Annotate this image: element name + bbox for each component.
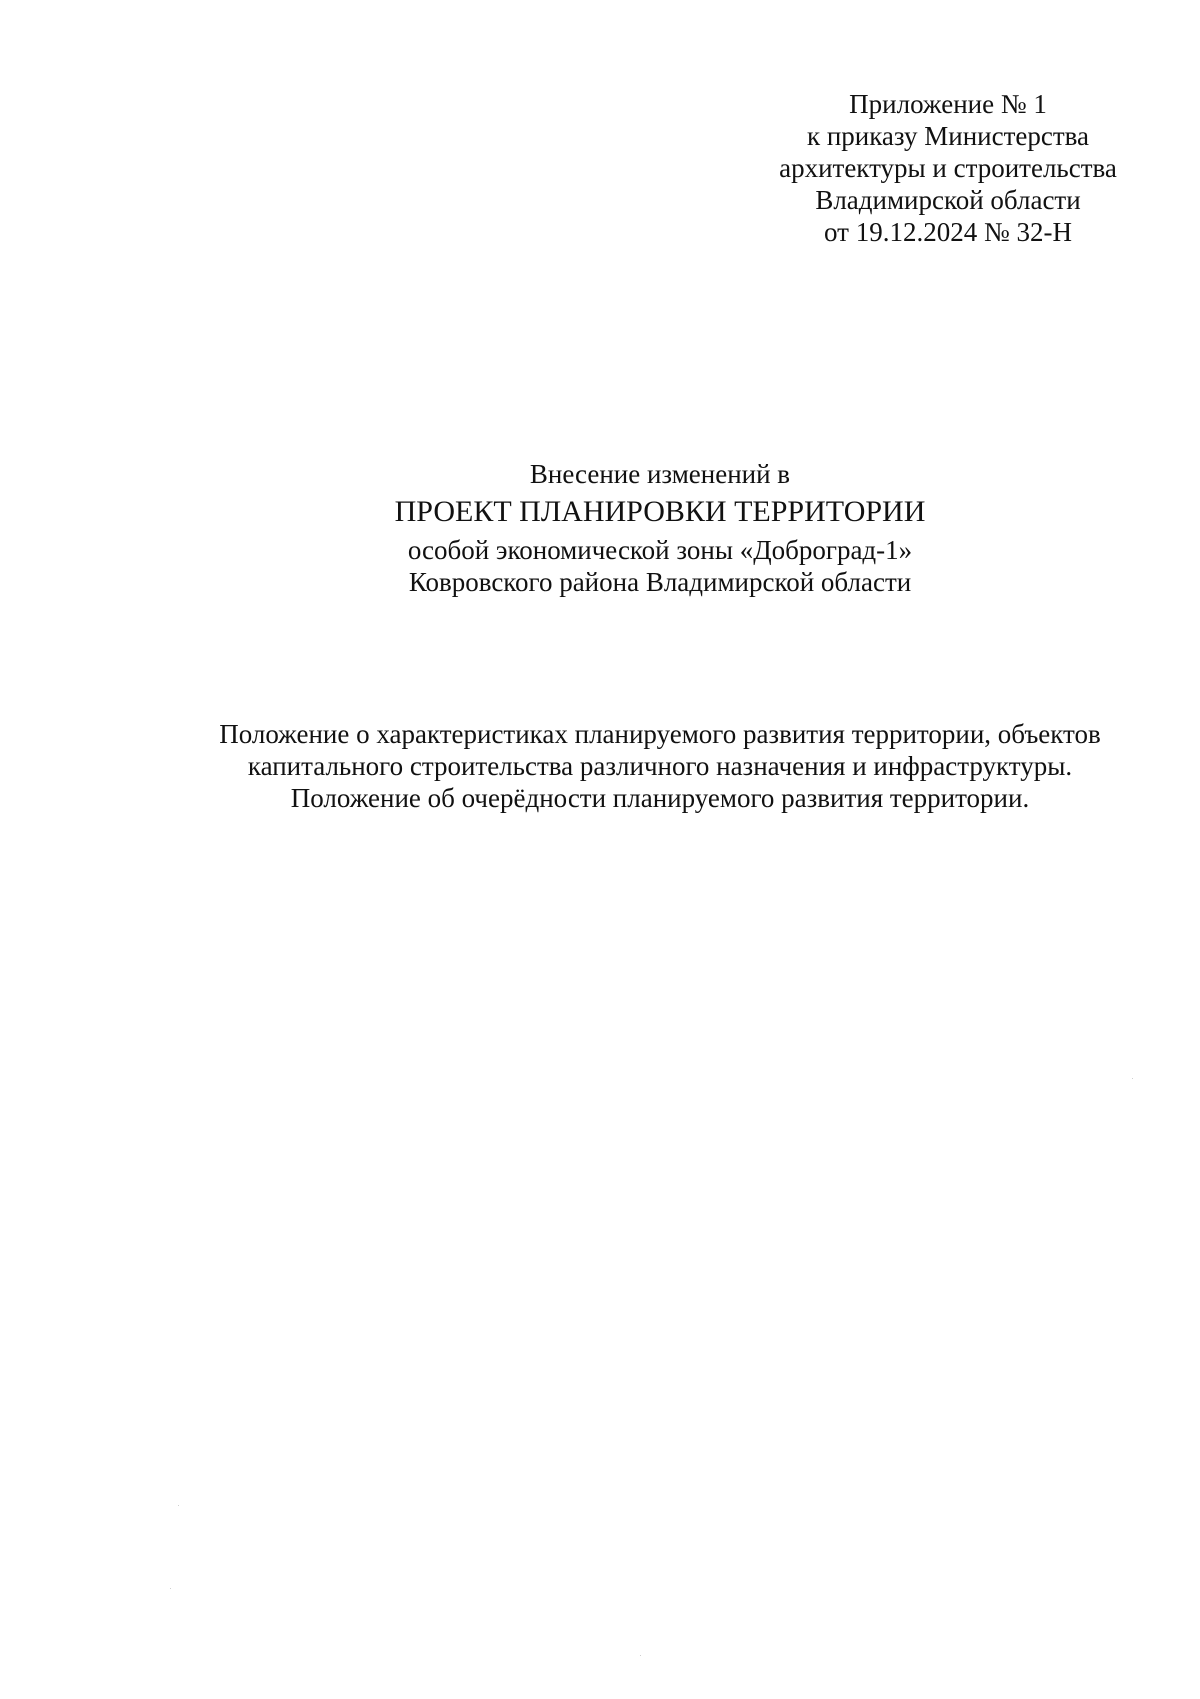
scan-speck [170, 1588, 171, 1589]
title-zone: особой экономической зоны «Доброград-1» [407, 535, 913, 565]
scan-speck [178, 1505, 179, 1506]
description-line: капитального строительства различного назначения и инфраструктуры. [247, 751, 1073, 781]
description-line: Положение об очерёдности планируемого развития территории. [290, 783, 1030, 813]
title-intro: Внесение изменений в [529, 459, 791, 489]
appendix-order-ref: к приказу Министерства [806, 121, 1090, 151]
title-district: Ковровского района Владимирской области [408, 567, 912, 597]
appendix-ministry: архитектуры и строительства [779, 153, 1117, 183]
scan-speck [1132, 1078, 1133, 1079]
title-main: ПРОЕКТ ПЛАНИРОВКИ ТЕРРИТОРИИ [394, 495, 926, 528]
description-line: Положение о характеристиках планируемого развития территории, объектов [219, 719, 1101, 749]
appendix-region: Владимирской области [815, 185, 1081, 215]
appendix-number: Приложение № 1 [849, 89, 1047, 119]
appendix-date-number: от 19.12.2024 № 32-Н [824, 217, 1072, 247]
scan-speck [640, 1655, 641, 1656]
